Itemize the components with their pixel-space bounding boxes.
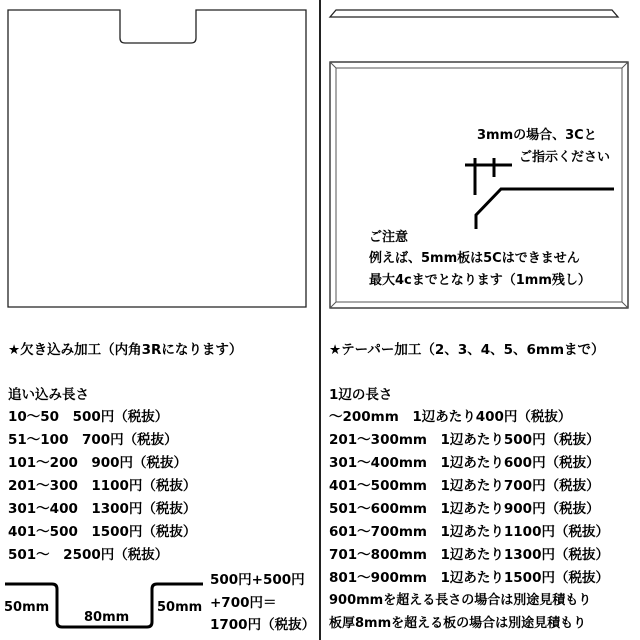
note-3mm-line2: ご指示ください	[519, 150, 611, 165]
note-3mm-line1: 3mmの場合、3Cと	[477, 128, 597, 143]
notch-price-item: 101～200 900円（税抜）	[8, 455, 188, 471]
taper-footer-line1: 900mmを超える長さの場合は別途見積もり	[329, 593, 592, 608]
chamfer-profile-diagram	[460, 145, 620, 235]
notch-price-item: 10～50 500円（税抜）	[8, 409, 169, 425]
taper-price-item: 201～300mm 1辺あたり500円（税抜）	[329, 432, 600, 448]
taper-price-item: 801～900mm 1辺あたり1500円（税抜）	[329, 570, 609, 586]
taper-heading: ★テーパー加工（2、3、4、5、6mmまで）	[329, 342, 605, 358]
notch-dim-center: 80mm	[84, 610, 130, 625]
example-calc-line: +700円＝	[210, 595, 277, 611]
caution-line2: 最大4cまでとなります（1mm残し）	[369, 273, 591, 288]
taper-price-item: 701～800mm 1辺あたり1300円（税抜）	[329, 547, 609, 563]
taper-price-item: 601～700mm 1辺あたり1100円（税抜）	[329, 524, 609, 540]
notch-dim-right: 50mm	[157, 600, 203, 615]
example-calc-line: 500円+500円	[210, 572, 305, 588]
taper-price-item: 501～600mm 1辺あたり900円（税抜）	[329, 501, 600, 517]
taper-price-item: 401～500mm 1辺あたり700円（税抜）	[329, 478, 600, 494]
example-calc-line: 1700円（税抜）	[210, 617, 316, 633]
notch-price-item: 301～400 1300円（税抜）	[8, 501, 197, 517]
notch-dim-left: 50mm	[4, 600, 50, 615]
taper-price-item: ～200mm 1辺あたり400円（税抜）	[329, 409, 572, 425]
notch-list-title: 追い込み長さ	[8, 387, 89, 403]
notch-heading: ★欠き込み加工（内角3Rになります）	[8, 342, 243, 358]
taper-footer-line2: 板厚8mmを超える板の場合は別途見積もり	[329, 616, 587, 631]
notched-panel-illustration	[0, 0, 320, 320]
notch-price-item: 51～100 700円（税抜）	[8, 432, 178, 448]
caution-title: ご注意	[369, 230, 409, 245]
notch-price-item: 401～500 1500円（税抜）	[8, 524, 197, 540]
notch-price-item: 501～ 2500円（税抜）	[8, 547, 169, 563]
taper-price-item: 301～400mm 1辺あたり600円（税抜）	[329, 455, 600, 471]
notch-price-item: 201～300 1100円（税抜）	[8, 478, 197, 494]
taper-list-title: 1辺の長さ	[329, 387, 393, 403]
caution-line1: 例えば、5mm板は5Cはできません	[369, 251, 580, 266]
